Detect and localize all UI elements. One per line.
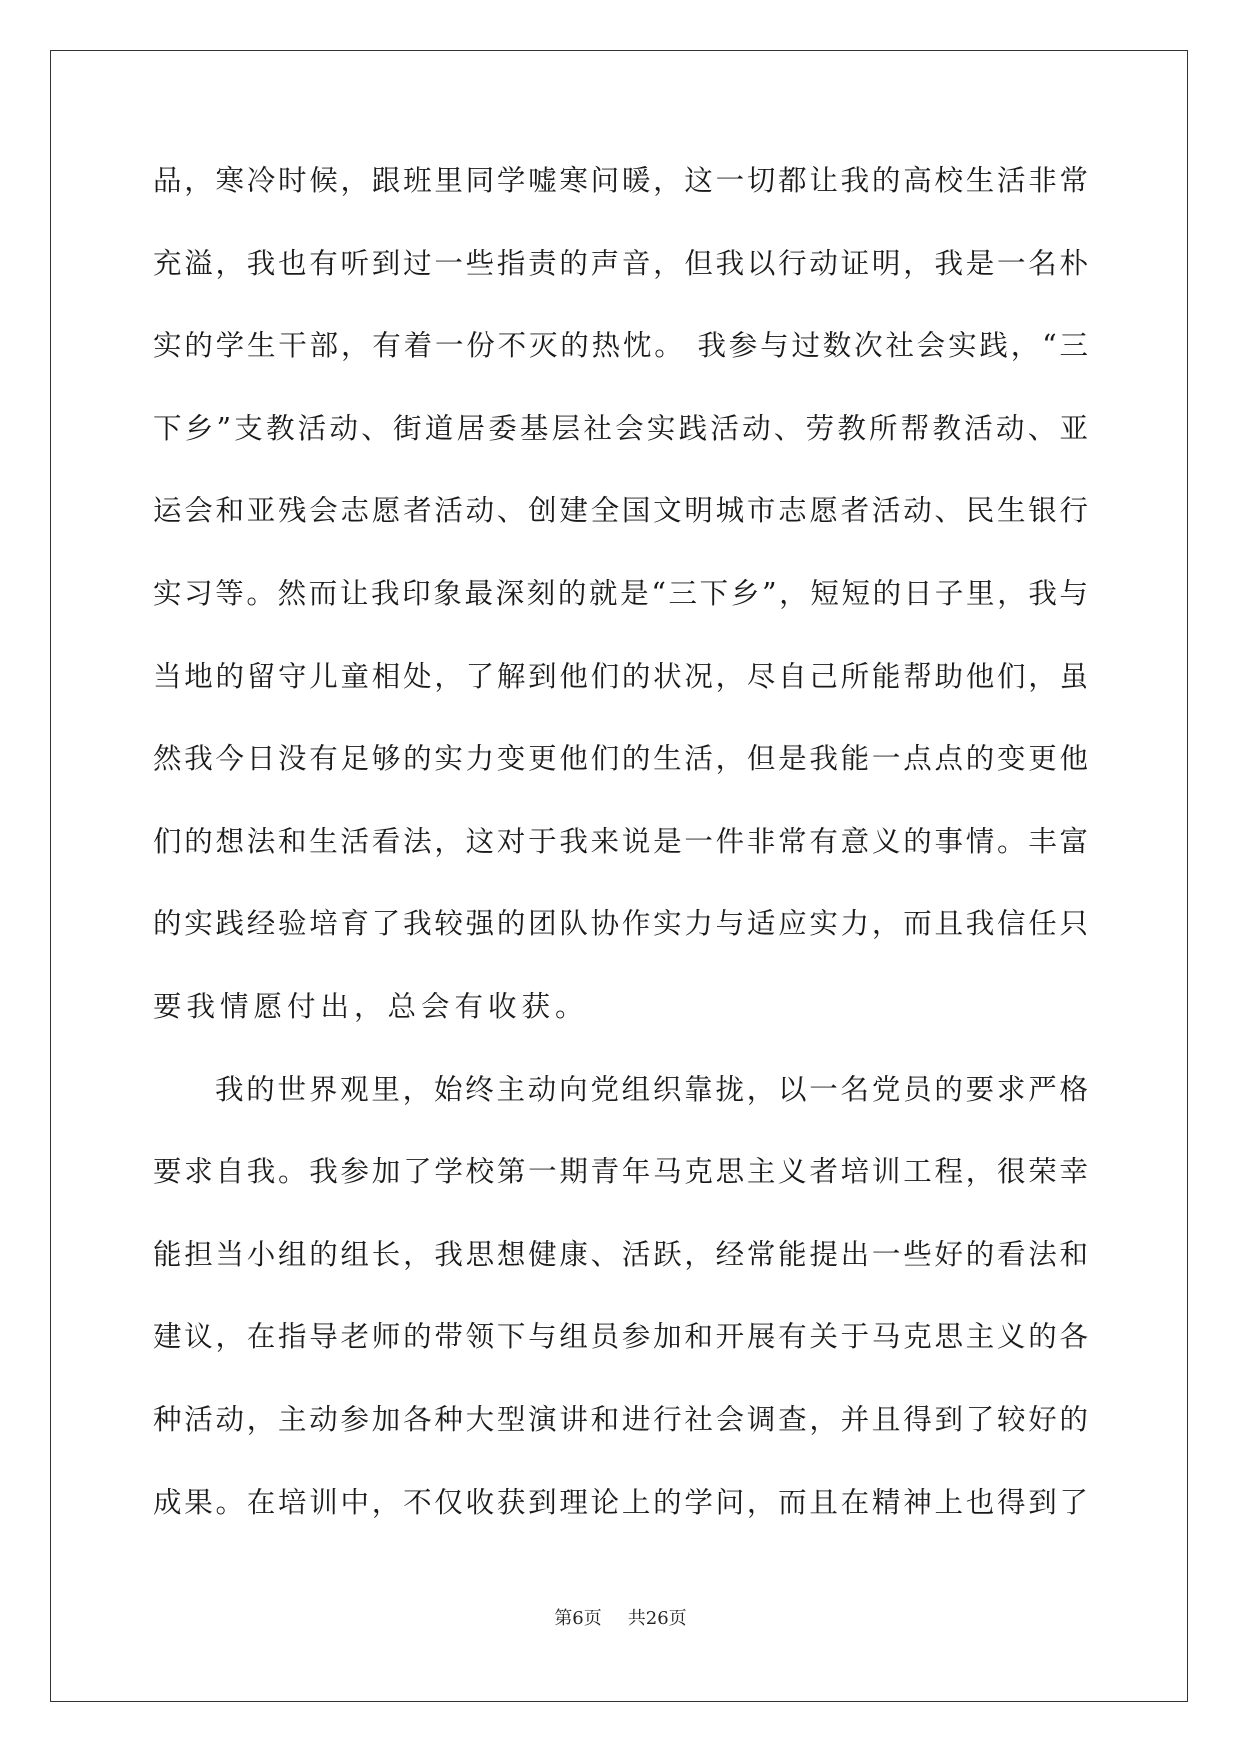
text-line: 建议，在指导老师的带领下与组员参加和开展有关于马克思主义的各 [153, 1320, 1088, 1354]
page-number: 第6页 [554, 1608, 602, 1629]
text-line: 运会和亚残会志愿者活动、创建全国文明城市志愿者活动、民生银行 [153, 494, 1088, 528]
text-line: 们的想法和生活看法，这对于我来说是一件非常有意义的事情。丰富 [153, 824, 1088, 858]
text-line: 然我今日没有足够的实力变更他们的生活，但是我能一点点的变更他 [153, 742, 1088, 776]
text-line: 能担当小组的组长，我思想健康、活跃，经常能提出一些好的看法和 [153, 1237, 1088, 1271]
paragraph-2 [153, 1070, 1088, 1566]
text-line: 种活动，主动参加各种大型演讲和进行社会调查，并且得到了较好的 [153, 1402, 1088, 1436]
page-footer [0, 1604, 1241, 1630]
text-line: 的实践经验培育了我较强的团队协作实力与适应实力，而且我信任只 [153, 907, 1088, 941]
text-line: 下乡”支教活动、街道居委基层社会实践活动、劳教所帮教活动、亚 [153, 411, 1088, 445]
text-line: 我的世界观里，始终主动向党组织靠拢，以一名党员的要求严格 [215, 1072, 1088, 1106]
text-line: 实的学生干部，有着一份不灭的热忱。 我参与过数次社会实践，“三 [153, 329, 1088, 363]
text-line: 充溢，我也有听到过一些指责的声音，但我以行动证明，我是一名朴 [153, 246, 1088, 280]
text-line: 当地的留守儿童相处，了解到他们的状况，尽自己所能帮助他们，虽 [153, 659, 1088, 693]
total-pages: 共26页 [627, 1608, 687, 1629]
text-line: 要我情愿付出，总会有收获。 [153, 989, 589, 1023]
document-body [153, 161, 1088, 1565]
text-line: 品，寒冷时候，跟班里同学嘘寒问暖，这一切都让我的高校生活非常 [153, 164, 1088, 197]
paragraph-1 [153, 161, 1088, 1070]
text-line: 成果。在培训中，不仅收获到理论上的学问，而且在精神上也得到了 [153, 1485, 1088, 1519]
text-line: 实习等。然而让我印象最深刻的就是“三下乡”，短短的日子里，我与 [153, 576, 1088, 610]
text-line: 要求自我。我参加了学校第一期青年马克思主义者培训工程，很荣幸 [153, 1155, 1088, 1189]
